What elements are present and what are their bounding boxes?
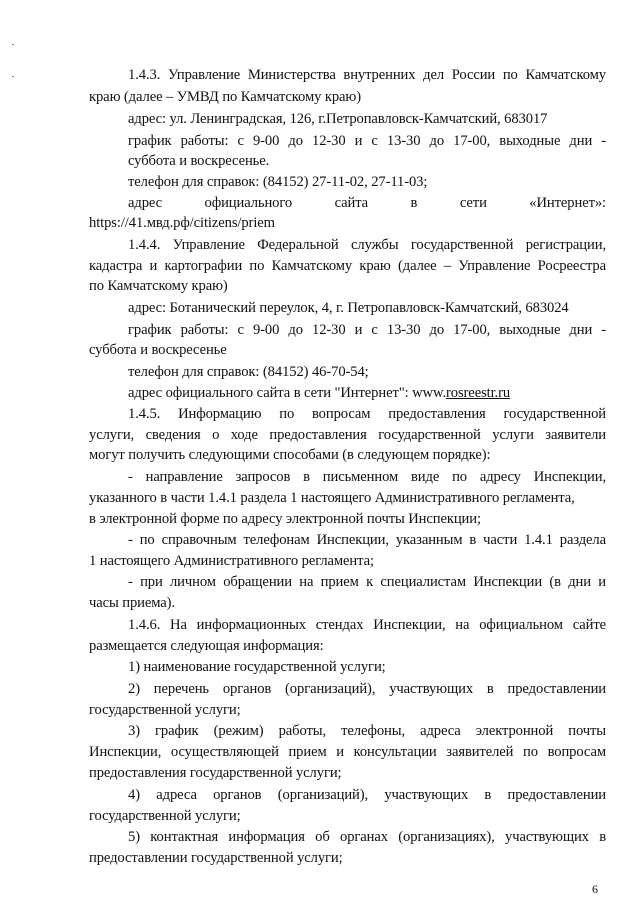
method-phone-line: - по справочным телефонам Инспекции, указанным в части 1.4.1 раздела	[128, 532, 606, 548]
info-list-item-4: государственной услуги;	[89, 808, 241, 824]
paragraph-1-4-5-heading-line: 1.4.5. Информацию по вопросам предоставления государственной	[128, 406, 606, 422]
paragraph-1-4-3-heading-line: краю (далее – УМВД по Камчатскому краю)	[89, 89, 361, 105]
rosreestr-website-label: адрес официального сайта в сети "Интернет": www.	[128, 385, 447, 401]
method-written-request-line: указанного в части 1.4.1 раздела 1 настоящего Административного регламента,	[89, 490, 575, 506]
method-personal-visit-line: - при личном обращении на прием к специалистам Инспекции (в дни и	[128, 574, 606, 590]
rosreestr-schedule-line: суббота и воскресенье	[89, 342, 227, 358]
method-personal-visit-line: часы приема).	[89, 595, 175, 611]
paragraph-1-4-6-heading-line: 1.4.6. На информационных стендах Инспекции, на официальном сайте	[128, 617, 606, 633]
page-number: 6	[592, 882, 598, 896]
info-list-item-3: Инспекции, осуществляющей прием и консультации заявителей по вопросам	[89, 744, 606, 760]
info-list-item-4: 4) адреса органов (организаций), участвующих в предоставлении	[128, 787, 606, 803]
rosreestr-address-line: адрес: Ботанический переулок, 4, г. Петропавловск-Камчатский, 683024	[128, 300, 569, 316]
paragraph-1-4-4-heading-line: по Камчатскому краю)	[89, 278, 228, 294]
info-list-item-2: 2) перечень органов (организаций), участвующих в предоставлении	[128, 681, 606, 697]
paragraph-1-4-3-heading-line: 1.4.3. Управление Министерства внутренних дел России по Камчатскому	[128, 67, 606, 83]
scan-artifact-dot	[12, 44, 14, 45]
info-list-item-5: 5) контактная информация об органах (организациях), участвующих в	[128, 829, 606, 845]
scan-artifact-dot	[12, 76, 14, 77]
umvd-phone-line: телефон для справок: (84152) 27-11-02, 27-11-03;	[128, 174, 428, 190]
method-written-request-line: в электронной форме по адресу электронной почты Инспекции;	[89, 511, 481, 527]
info-list-item-2: государственной услуги;	[89, 702, 241, 718]
umvd-address-line: адрес: ул. Ленинградская, 126, г.Петропавловск-Камчатский, 683017	[128, 111, 548, 127]
paragraph-1-4-6-heading-line: размещается следующая информация:	[89, 638, 324, 654]
rosreestr-website-line	[128, 384, 510, 402]
paragraph-1-4-5-body-line: услуги, сведения о ходе предоставления государственной услуги заявители	[89, 427, 606, 443]
rosreestr-website-link[interactable]: rosreestr.ru	[446, 385, 511, 401]
umvd-schedule-line: график работы: с 9-00 до 12-30 и с 13-30 до 17-00, выходные дни -	[128, 133, 606, 149]
umvd-website-label-line: адрес официального сайта в сети «Интернет»:	[128, 195, 606, 211]
rosreestr-schedule-line: график работы: с 9-00 до 12-30 и с 13-30 до 17-00, выходные дни -	[128, 322, 606, 338]
info-list-item-3: 3) график (режим) работы, телефоны, адреса электронной почты	[128, 723, 606, 739]
umvd-schedule-line: суббота и воскресенье.	[128, 153, 270, 169]
method-phone-line: 1 настоящего Административного регламента;	[89, 553, 374, 569]
paragraph-1-4-5-body-line: могут получить следующими способами (в следующем порядке):	[89, 447, 491, 463]
info-list-item-5: предоставлении государственной услуги;	[89, 850, 343, 866]
umvd-website-url: https://41.мвд.рф/citizens/priem	[89, 215, 275, 231]
method-written-request-line: - направление запросов в письменном виде по адресу Инспекции,	[128, 469, 606, 485]
paragraph-1-4-4-heading-line: кадастра и картографии по Камчатскому краю (далее – Управление Росреестра	[89, 258, 606, 274]
paragraph-1-4-4-heading-line: 1.4.4. Управление Федеральной службы государственной регистрации,	[128, 237, 606, 253]
info-list-item-1: 1) наименование государственной услуги;	[128, 659, 386, 675]
rosreestr-phone-line: телефон для справок: (84152) 46-70-54;	[128, 364, 369, 380]
info-list-item-3: предоставления государственной услуги;	[89, 765, 342, 781]
